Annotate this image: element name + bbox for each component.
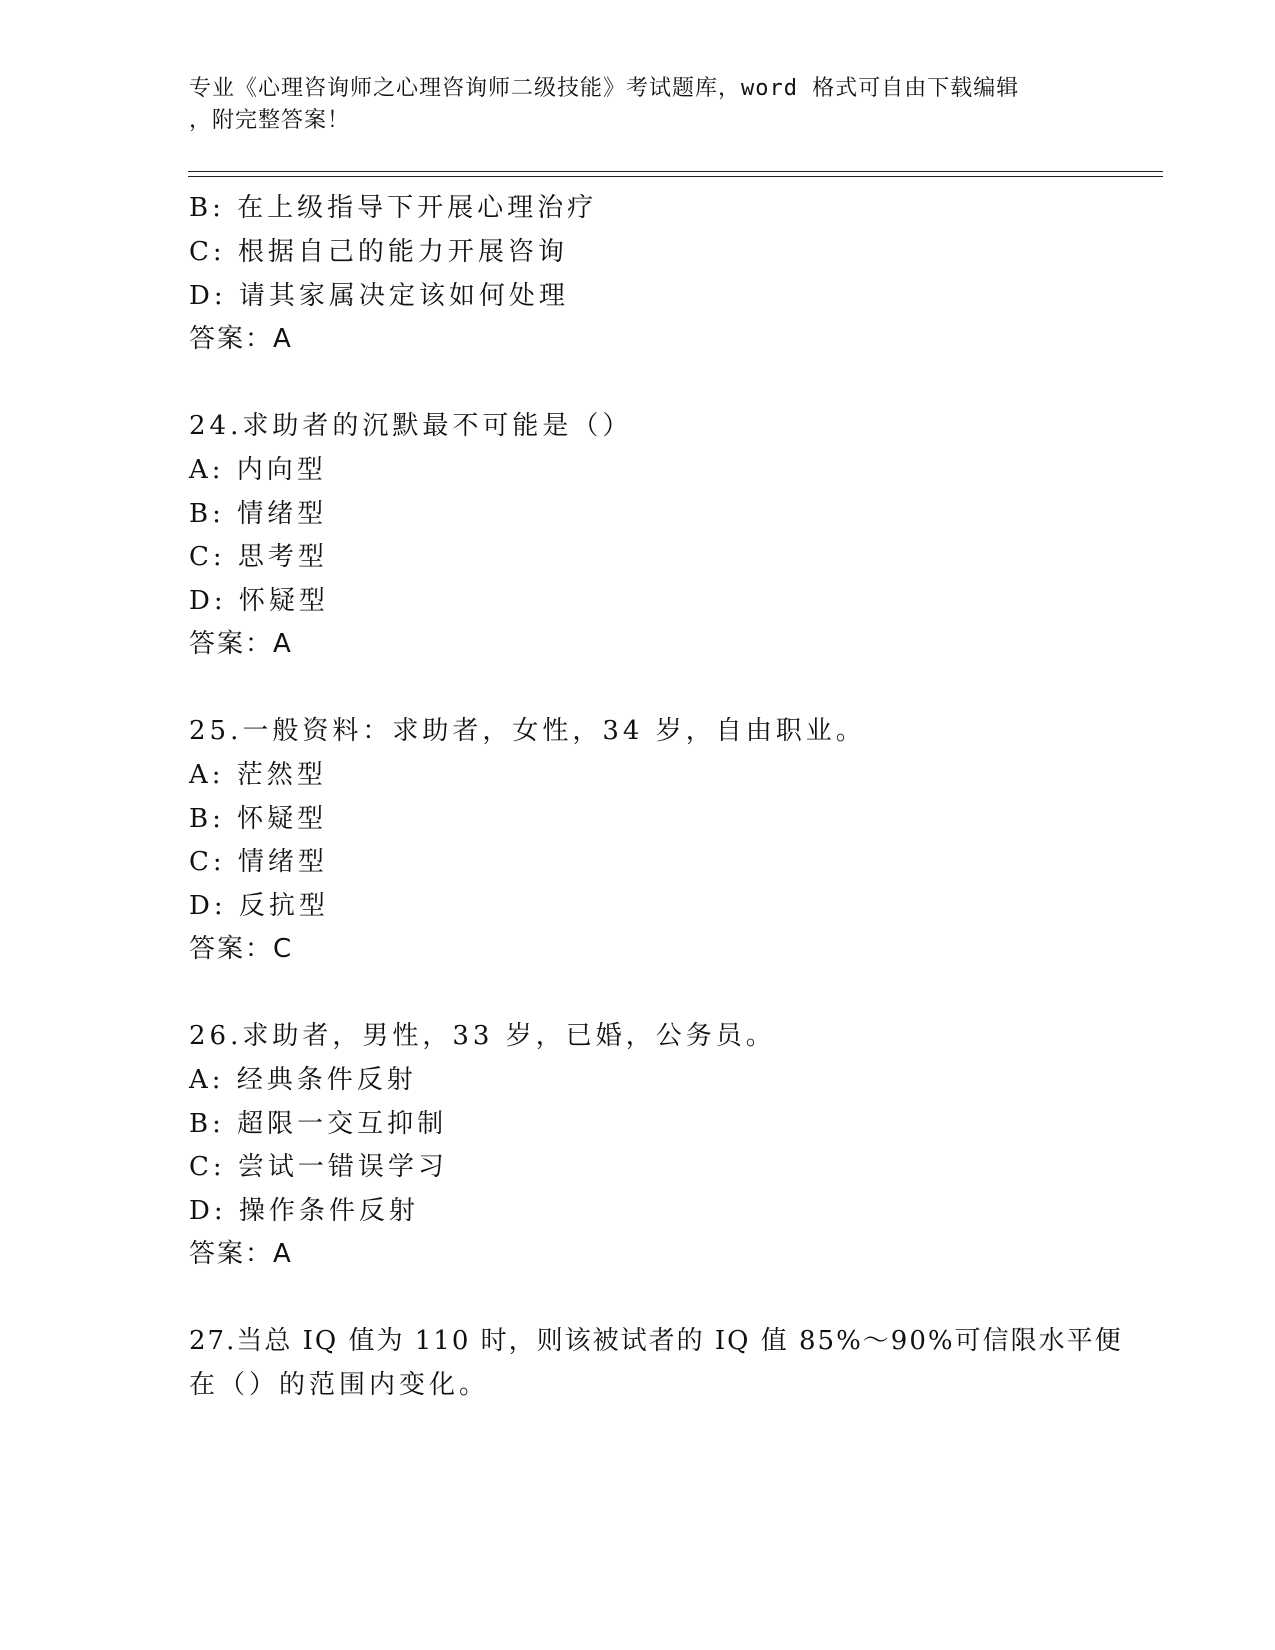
q25-option-b: B: 怀疑型 [189, 804, 328, 834]
q25-option-d: D: 反抗型 [189, 891, 329, 921]
header-rule-bottom [188, 176, 1163, 177]
q25-option-c: C: 情绪型 [189, 847, 328, 877]
answer-value: A [273, 629, 292, 659]
q26-answer [189, 1236, 292, 1272]
q25-answer [189, 931, 292, 967]
q24-answer [189, 626, 292, 662]
q23-option-c: C: 根据自己的能力开展咨询 [189, 237, 568, 267]
answer-value: A [273, 1239, 292, 1269]
q26-option-b: B: 超限一交互抑制 [189, 1109, 448, 1139]
answer-label: 答案： [189, 629, 274, 659]
q27-question-line-1: 27.当总 IQ 值为 110 时，则该被试者的 IQ 值 85%～90%可信限水平便 [189, 1326, 1123, 1356]
q24-option-b: B: 情绪型 [189, 499, 328, 529]
q23-option-b: B: 在上级指导下开展心理治疗 [189, 193, 598, 223]
q27-question-line-2: 在（）的范围内变化。 [189, 1370, 490, 1400]
answer-value: C [273, 934, 293, 964]
q24-option-d: D: 怀疑型 [189, 586, 329, 616]
doc-header-line-1: 专业《心理咨询师之心理咨询师二级技能》考试题库，word 格式可自由下载编辑 [189, 76, 1020, 101]
answer-label: 答案： [189, 934, 274, 964]
q23-option-d: D: 请其家属决定该如何处理 [189, 281, 569, 311]
answer-label: 答案： [189, 324, 274, 354]
doc-header-line-2: ，附完整答案！ [189, 108, 351, 133]
answer-value: A [273, 324, 292, 354]
answer-label: 答案： [189, 1239, 274, 1269]
q26-option-a: A: 经典条件反射 [189, 1065, 417, 1095]
q25-question: 25.一般资料：求助者，女性，34 岁，自由职业。 [189, 716, 866, 746]
header-rule-top [188, 171, 1163, 172]
q23-answer [189, 321, 292, 357]
q26-option-c: C: 尝试一错误学习 [189, 1152, 448, 1182]
q25-option-a: A: 茫然型 [189, 760, 327, 790]
q24-option-a: A: 内向型 [189, 455, 327, 485]
q24-question: 24.求助者的沉默最不可能是（） [189, 411, 633, 441]
q26-option-d: D: 操作条件反射 [189, 1196, 419, 1226]
q26-question: 26.求助者，男性，33 岁，已婚，公务员。 [189, 1021, 776, 1051]
q24-option-c: C: 思考型 [189, 542, 328, 572]
